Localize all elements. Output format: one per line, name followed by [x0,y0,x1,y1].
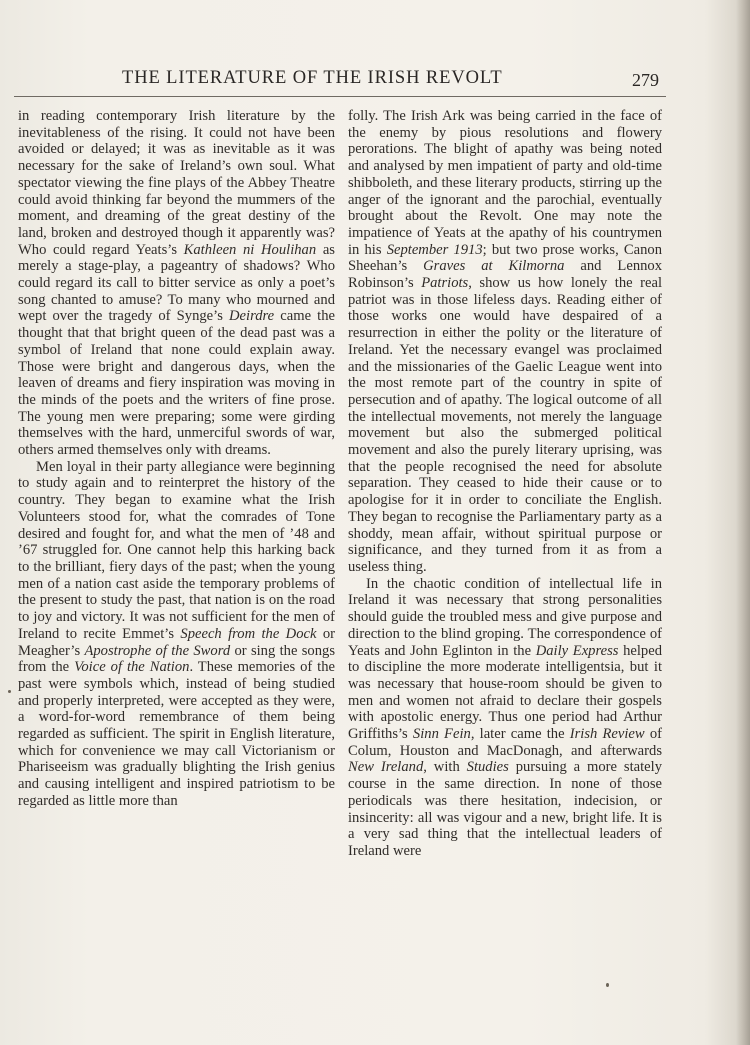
print-speck [8,690,11,693]
page-gutter-shadow [736,0,750,1045]
page-header [0,66,750,96]
italic-title: Deirdre [229,308,275,325]
text-run: , show us how lonely the real patriot was in those lifeless days. Reading either of those works one would have despaired of a resurrection in either the polity or the literature of Ireland. Yet the necessary evangel was proclaimed and the missionaries of the Gaelic League went into the most remote part of the country in spite of persecution and of apathy. The logical outcome of all the intellectual movements, not merely the language movement but also the submerged political movement and also the purely literary uprising, was that the people recognised the need for absolute separation. They ceased to hide their cause or to apologise for it in order to conciliate the English. They began to recognise the Parliamentary party as a shoddy, mean affair, without spiritual purpose or significance, and they turned from it as from a useless thing. [348,275,662,575]
italic-title: New Ireland [348,759,424,776]
text-run: ; but two prose works, Canon Sheehan’s [348,241,662,275]
header-rule [14,96,666,97]
italic-title: September 1913 [386,241,483,258]
italic-title: Apostrophe of the Sword [84,642,231,659]
paragraph [348,576,662,860]
italic-title: Studies [466,759,509,776]
italic-title: Sinn Fein [412,726,471,743]
text-run: . These memories of the past were symbols which, instead of being studied and properly interpreted, were accepted as they were, a word-for-word remembrance of them being regarded as sufficient. The spirit in English literature, which for convenience we may call Victorianism or Phariseeism was gradually blighting the Irish genius and causing intelligent and inspired patriotism to be regarded as little more than [18,659,335,809]
paragraph [18,459,335,810]
text-run: helped to discipline the more moderate intelligentsia, but it was necessary that house-room should be given to men and women not afraid to declare their gospels with apostolic energy. Thus one period had Arthur Griffiths’s [348,642,662,743]
text-run: as merely a stage-play, a pageantry of shadows? Who could regard its call to bitter service as only a poet’s song chanted to amuse? To many who mourned and wept over the tragedy of Synge’s [18,241,335,325]
left-column [18,108,335,810]
paragraph [348,108,662,576]
right-column [348,108,662,860]
italic-title: Kathleen ni Houlihan [183,241,317,258]
text-run: In the chaotic condition of intellectual life in Ireland it was necessary that strong personalities should guide the troubled mess and give purpose and direction to the blind groping. The correspondence of Yeats and John Eglinton in the [348,575,662,659]
text-run: pursuing a more stately course in the same direction. In none of those periodicals was there hesitation, indecision, or insincerity: all was vigour and a new, bright life. It is a very sad thing that the intellectual leaders of Ireland were [348,759,663,859]
running-head: THE LITERATURE OF THE IRISH REVOLT [122,68,503,88]
text-run: or Meagher’s [18,625,335,659]
italic-title: Graves at Kilmorna [423,258,565,275]
text-run: , later came the [470,726,570,743]
text-run: folly. The Irish Ark was being carried in the face of the enemy by pious resolutions and flowery perorations. The blight of apathy was being noted and analysed by men impatient of party and old-time shibboleth, and these literary products, stirring up the anger of the ignorant and the parochial, eventually brought about the Revolt. One may note the impatience of Yeats at the apathy of his countrymen in his [348,108,662,258]
text-run: and Lennox Robinson’s [348,258,663,292]
text-run: , with [423,759,467,776]
paragraph [18,108,335,459]
italic-title: Patriots [421,275,469,292]
text-run: Men loyal in their party allegiance were beginning to study again and to reinterpret the history of the country. They began to examine what the Irish Volunteers stood for, what the comrades of Tone desired and fought for, and what the men of ’48 and ’67 struggled for. One cannot help this harking back to the brilliant, fiery days of the past; when the young men of a nation cast aside the temporary problems of the present to study the past, that nation is on the road to joy and victory. It was not sufficient for the men of Ireland to recite Emmet’s [18,458,335,642]
text-run: in reading contemporary Irish literature by the inevitableness of the rising. It could not have been avoided or delayed; it was as inevitable as it was necessary for the sake of Ireland’s own soul. What spectator viewing the fine plays of the Abbey Theatre could avoid thinking far beyond the mummers of the moment, and dreaming of the great destiny of the land, broken and destroyed though it apparently was? Who could regard Yeats’s [18,108,335,258]
text-run: of Colum, Houston and MacDonagh, and afterwards [348,726,663,759]
italic-title: Voice of the Nation [74,659,190,676]
page-number: 279 [632,70,659,90]
print-speck [606,983,609,987]
italic-title: Irish Review [569,726,645,743]
italic-title: Daily Express [535,642,619,659]
italic-title: Speech from the Dock [180,625,317,642]
text-run: or sing the songs from the [18,642,335,676]
text-run: came the thought that that bright queen of the dead past was a symbol of Ireland that none could explain away. Those were bright and dangerous days, when the leaven of dreams and fiery inspiration was moving in the minds of the poets and the writers of fine prose. The young men were preparing; some were girding themselves with the hard, unmerciful swords of war, others armed themselves only with dreams. [18,308,335,459]
